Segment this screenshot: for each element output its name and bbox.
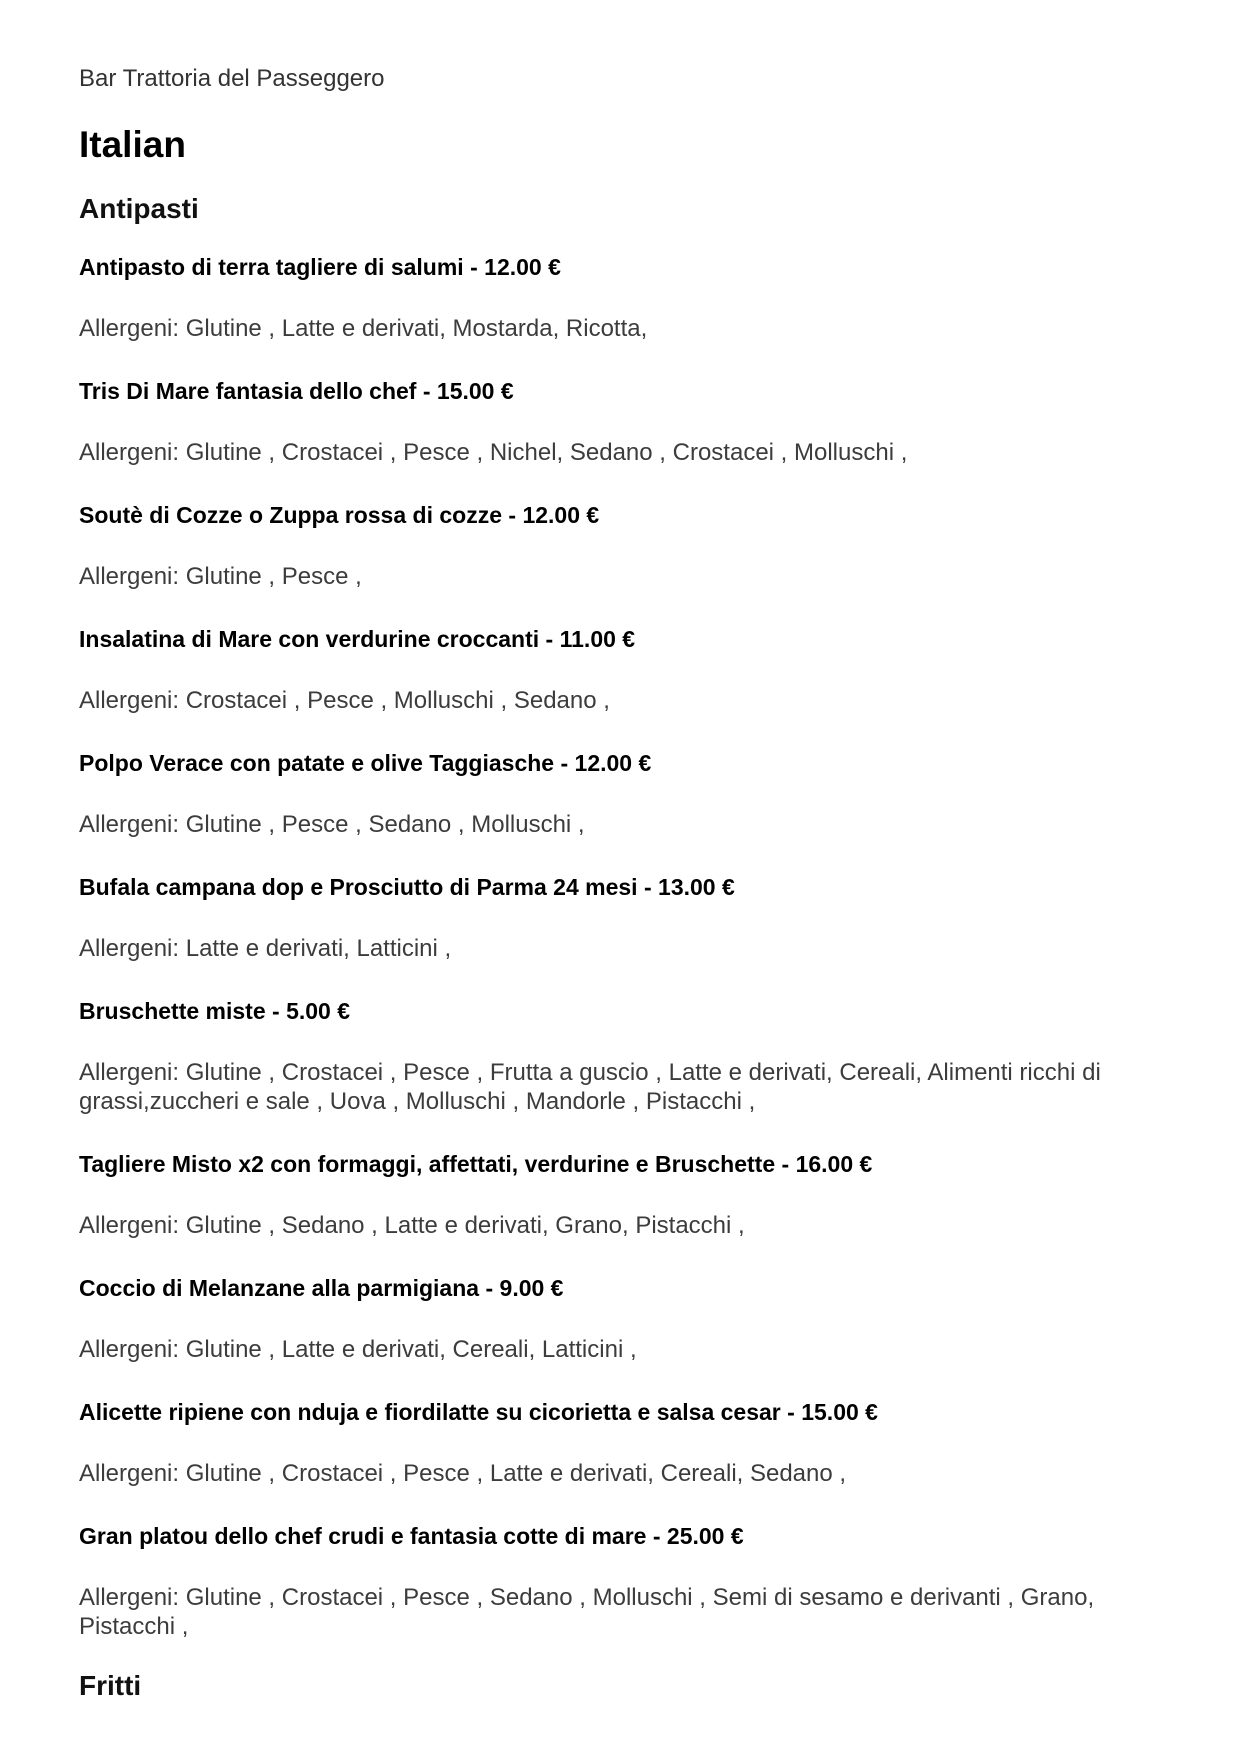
price-separator: - <box>637 874 659 900</box>
allergens-text: Allergeni: Glutine , Crostacei , Pesce , Sedano , Molluschi , Semi di sesamo e derivanti , Grano, Pistacchi , <box>79 1584 1095 1640</box>
dish-name-price <box>79 500 1169 530</box>
allergens-text: Allergeni: Glutine , Latte e derivati, Mostarda, Ricotta, <box>79 315 648 342</box>
dish-name: Alicette ripiene con nduja e fiordilatte su cicorietta e salsa cesar <box>79 1399 781 1425</box>
price-separator: - <box>502 502 523 528</box>
price-separator: - <box>416 378 437 404</box>
allergens-text: Allergeni: Glutine , Sedano , Latte e derivati, Grano, Pistacchi , <box>79 1212 745 1239</box>
menu-item <box>79 872 1169 963</box>
section-title: Fritti <box>79 1670 142 1701</box>
menu-item <box>79 996 1169 1116</box>
menu-sections <box>79 192 1169 1703</box>
dish-price: 9.00 € <box>499 1275 564 1301</box>
dish-name-price <box>79 872 1169 902</box>
dish-name-price <box>79 748 1169 778</box>
dish-name: Coccio di Melanzane alla parmigiana <box>79 1275 480 1301</box>
dish-price: 13.00 € <box>658 874 735 900</box>
dish-price: 16.00 € <box>795 1151 873 1177</box>
dish-name-price <box>79 1521 1169 1551</box>
dish-name: Tagliere Misto x2 con formaggi, affettati, verdurine e Bruschette <box>79 1151 776 1177</box>
dish-name: Bruschette miste <box>79 998 266 1024</box>
price-separator: - <box>463 254 485 280</box>
dish-name-price <box>79 376 1169 406</box>
allergens-text: Allergeni: Glutine , Latte e derivati, Cereali, Latticini , <box>79 1336 637 1363</box>
dish-price: 5.00 € <box>286 998 351 1024</box>
dish-name-price <box>79 1397 1169 1427</box>
dish-name: Soutè di Cozze o Zuppa rossa di cozze <box>79 502 502 528</box>
dish-price: 15.00 € <box>436 378 514 404</box>
dish-name-price <box>79 1149 1169 1179</box>
dish-name: Insalatina di Mare con verdurine croccanti <box>79 626 540 652</box>
dish-price: 12.00 € <box>484 254 561 280</box>
menu-item <box>79 1397 1169 1488</box>
price-separator: - <box>479 1275 500 1301</box>
menu-item <box>79 252 1169 343</box>
menu-item <box>79 748 1169 839</box>
menu-item <box>79 1273 1169 1364</box>
dish-name: Antipasto di terra tagliere di salumi <box>79 254 464 280</box>
menu-item <box>79 500 1169 591</box>
allergens-text: Allergeni: Glutine , Pesce , <box>79 563 362 590</box>
menu-page <box>79 64 1169 1704</box>
dish-price: 15.00 € <box>801 1399 878 1425</box>
dish-price: 12.00 € <box>574 750 652 776</box>
section-title: Antipasti <box>79 193 199 224</box>
cuisine-title: Italian <box>79 124 186 165</box>
allergens-text: Allergeni: Crostacei , Pesce , Molluschi , Sedano , <box>79 687 610 714</box>
menu-item <box>79 1521 1169 1641</box>
menu-item <box>79 624 1169 715</box>
menu-item <box>79 376 1169 467</box>
price-separator: - <box>539 626 560 652</box>
restaurant-name: Bar Trattoria del Passeggero <box>79 65 385 92</box>
dish-price: 12.00 € <box>522 502 600 528</box>
dish-name-price <box>79 996 1169 1026</box>
price-separator: - <box>265 998 287 1024</box>
menu-item <box>79 1149 1169 1240</box>
dish-name-price <box>79 252 1169 282</box>
price-separator: - <box>775 1151 796 1177</box>
dish-price: 11.00 € <box>559 626 636 652</box>
price-separator: - <box>554 750 575 776</box>
allergens-text: Allergeni: Glutine , Crostacei , Pesce , Latte e derivati, Cereali, Sedano , <box>79 1460 847 1487</box>
dish-name-price <box>79 1273 1169 1303</box>
allergens-text: Allergeni: Glutine , Crostacei , Pesce , Nichel, Sedano , Crostacei , Molluschi , <box>79 439 908 466</box>
price-separator: - <box>780 1399 802 1425</box>
dish-name: Polpo Verace con patate e olive Taggiasche <box>79 750 555 776</box>
dish-name: Bufala campana dop e Prosciutto di Parma 24 mesi <box>79 874 638 900</box>
allergens-text: Allergeni: Glutine , Pesce , Sedano , Molluschi , <box>79 811 585 838</box>
menu-item-list <box>79 252 1169 1641</box>
dish-name: Gran platou dello chef crudi e fantasia cotte di mare <box>79 1523 647 1549</box>
dish-name-price <box>79 624 1169 654</box>
dish-name: Tris Di Mare fantasia dello chef <box>79 378 417 404</box>
allergens-text: Allergeni: Latte e derivati, Latticini , <box>79 935 452 962</box>
allergens-text: Allergeni: Glutine , Crostacei , Pesce , Frutta a guscio , Latte e derivati, Cereali, Alimenti ricchi di grassi,zuccheri e sale , Uova , Molluschi , Mandorle , Pistacchi , <box>79 1059 1101 1115</box>
dish-price: 25.00 € <box>666 1523 744 1549</box>
price-separator: - <box>646 1523 667 1549</box>
